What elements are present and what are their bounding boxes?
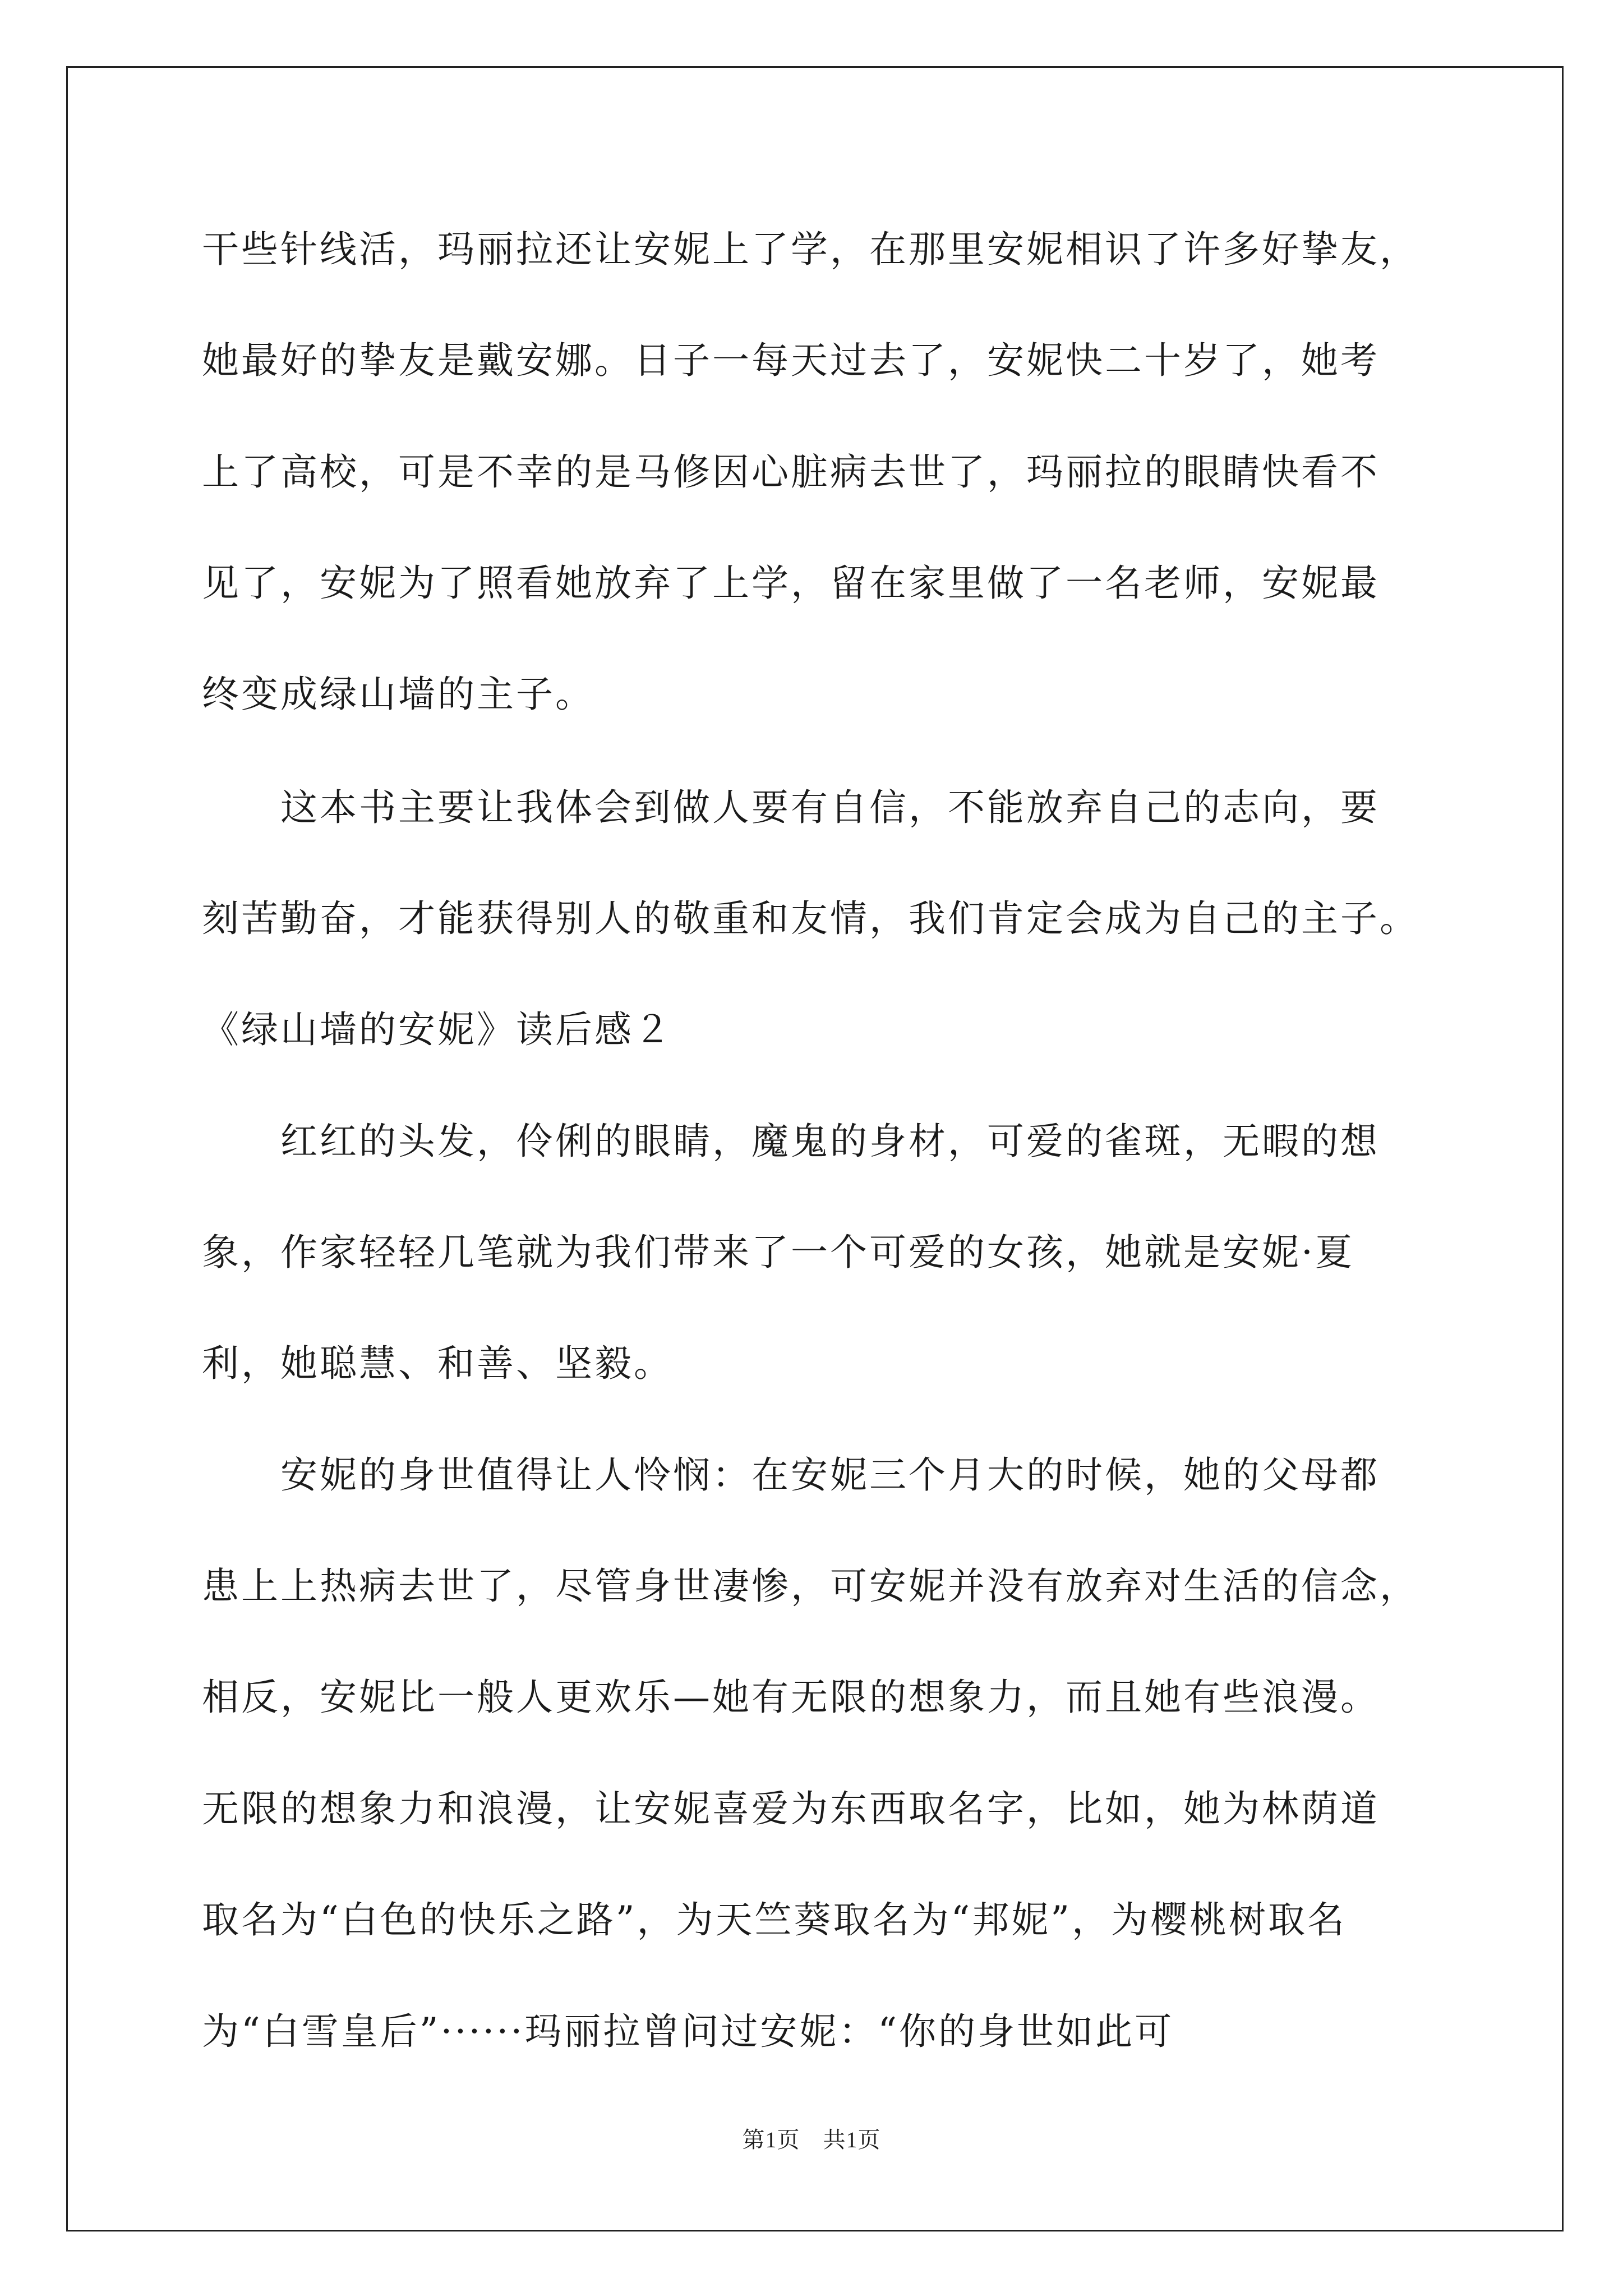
text-line: 取名为“白色的快乐之路”，为天竺葵取名为“邦妮”，为樱桃树取名: [202, 1898, 1347, 1941]
section-heading: 《绿山墙的安妮》读后感２: [202, 1008, 673, 1051]
text-line: 她最好的挚友是戴安娜。日子一每天过去了，安妮快二十岁了，她考: [202, 339, 1380, 382]
text-line: 患上上热病去世了，尽管身世凄惨，可安妮并没有放弃对生活的信念，: [202, 1565, 1419, 1608]
text-line: 这本书主要让我体会到做人要有自信，不能放弃自己的志向，要: [202, 786, 1380, 829]
text-line: 安妮的身世值得让人怜悯：在安妮三个月大的时候，她的父母都: [202, 1453, 1380, 1497]
text-line: 干些针线活，玛丽拉还让安妮上了学，在那里安妮相识了许多好挚友，: [202, 228, 1419, 271]
text-line: 象，作家轻轻几笔就为我们带来了一个可爱的女孩，她就是安妮·夏: [202, 1231, 1354, 1274]
text-line: 相反，安妮比一般人更欢乐—她有无限的想象力，而且她有些浪漫。: [202, 1676, 1380, 1719]
text-line: 无限的想象力和浪漫，让安妮喜爱为东西取名字，比如，她为林荫道: [202, 1787, 1380, 1830]
text-line: 刻苦勤奋，才能获得别人的敬重和友情，我们肯定会成为自己的主子。: [202, 897, 1419, 940]
text-line: 利，她聪慧、和善、坚毅。: [202, 1342, 673, 1385]
text-line: 见了，安妮为了照看她放弃了上学，留在家里做了一名老师，安妮最: [202, 562, 1380, 605]
text-line: 上了高校，可是不幸的是马修因心脏病去世了，玛丽拉的眼睛快看不: [202, 450, 1380, 494]
text-line: 为“白雪皇后”······玛丽拉曾问过安妮：“你的身世如此可: [202, 2010, 1174, 2053]
page-footer: 第1页 共1页: [742, 2127, 881, 2152]
text-line: 终变成绿山墙的主子。: [202, 673, 594, 716]
text-line: 红红的头发，伶俐的眼睛，魔鬼的身材，可爱的雀斑，无暇的想: [202, 1120, 1380, 1163]
